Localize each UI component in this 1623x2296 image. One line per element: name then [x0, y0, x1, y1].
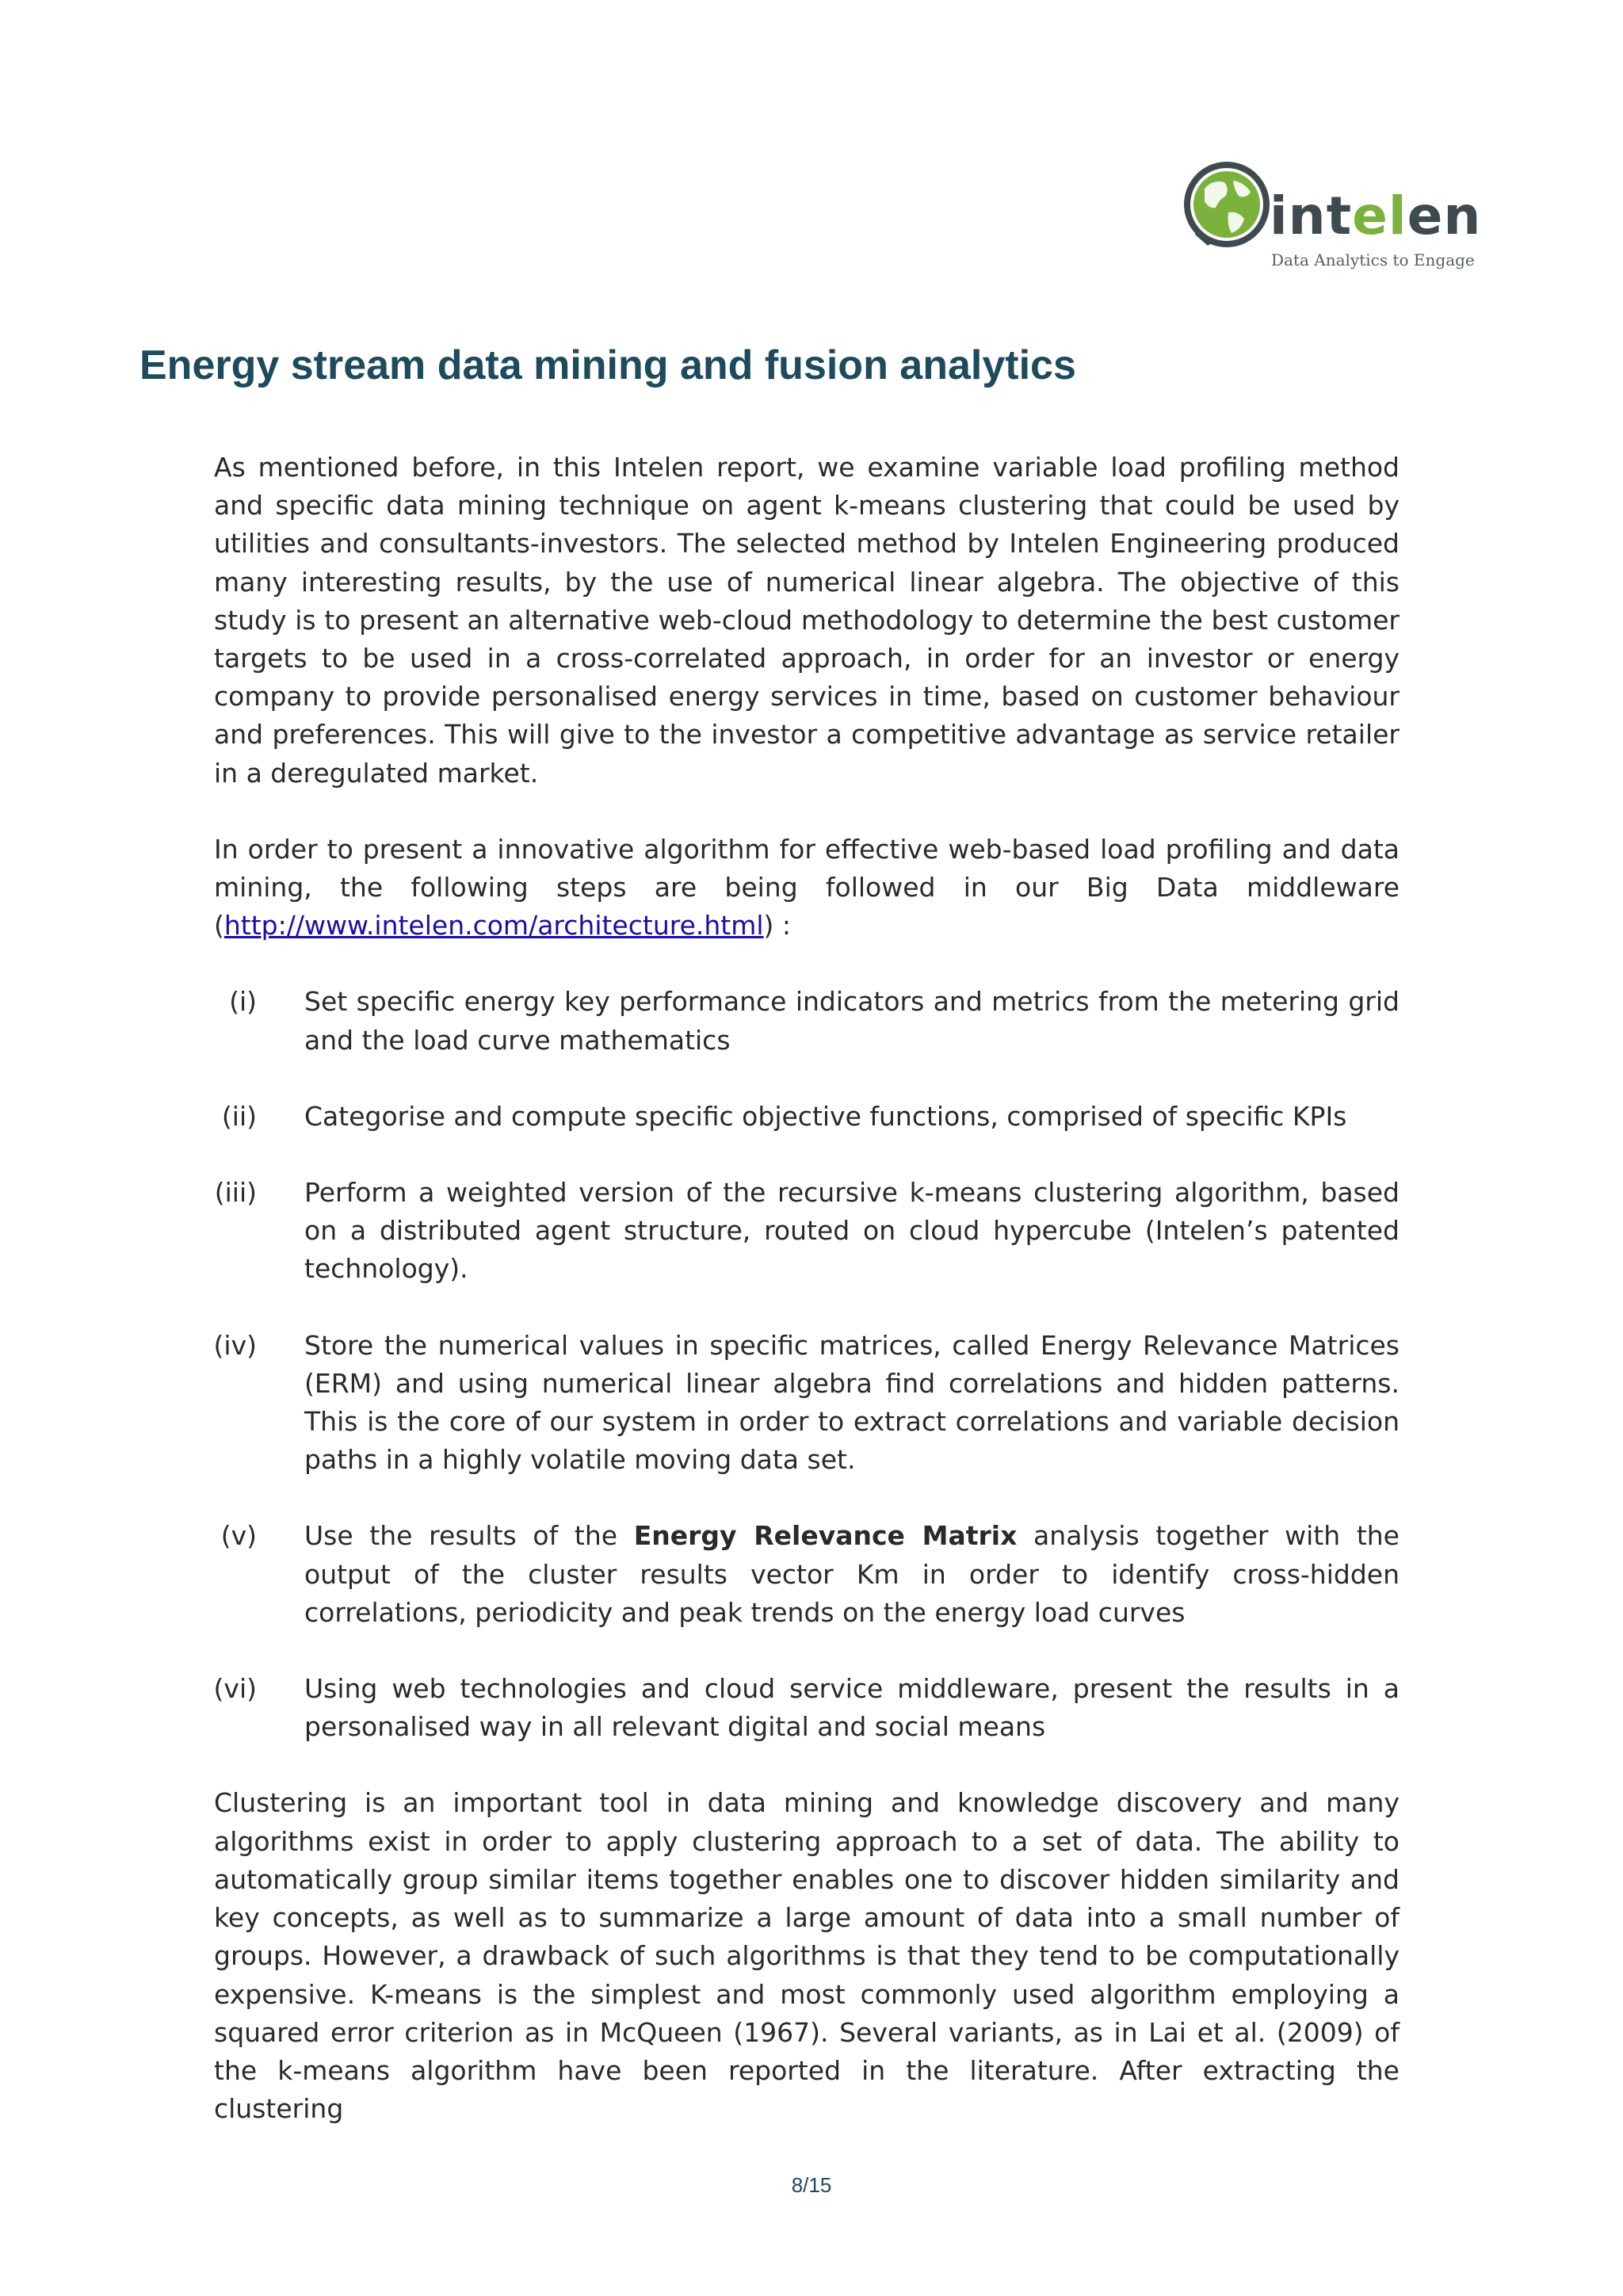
architecture-link[interactable]: http://www.intelen.com/architecture.html: [223, 910, 764, 942]
list-item: [214, 1327, 1400, 1480]
step-text: Perform a weighted version of the recursive k-means clustering algorithm, based on a distributed agent structure, routed on cloud hypercube (Intelen’s patented technology).: [304, 1177, 1400, 1285]
logo-wordmark: intelen: [1270, 185, 1482, 246]
step-number: (i): [229, 986, 257, 1018]
globe-icon: [1181, 157, 1276, 260]
step-number: (iii): [214, 1177, 257, 1209]
list-item: [214, 1174, 1400, 1289]
step-text: Set specific energy key performance indicators and metrics from the metering grid and the load curve mathematics: [304, 986, 1400, 1056]
list-item: [214, 1098, 1400, 1136]
step-text: Use the results of the Energy Relevance Matrix analysis together with the output of the cluster results vector Km in order to identify cross-hidden correlations, periodicity and peak trends on the energy load curves: [304, 1520, 1400, 1628]
paragraph-intro: As mentioned before, in this Intelen report, we examine variable load profiling method and specific data mining technique on agent k-means clustering that could be used by utilities and consultants-investors. The selected method by Intelen Engineering produced many interesting results, by the use of numerical linear algebra. The objective of this study is to present an alternative web-cloud methodology to determine the best customer targets to be used in a cross-correlated approach, in order for an investor or energy company to provide personalised energy services in time, based on customer behaviour and preferences. This will give to the investor a competitive advantage as service retailer in a deregulated market.: [214, 452, 1400, 789]
step-number: (v): [220, 1520, 257, 1552]
paragraph-clustering: Clustering is an important tool in data mining and knowledge discovery and many algorithms exist in order to apply clustering approach to a set of data. The ability to automatically group similar items together enables one to discover hidden similarity and key concepts, as well as to summarize a large amount of data into a small number of groups. However, a drawback of such algorithms is that they tend to be computationally expensive. K-means is the simplest and most commonly used algorithm employing a squared error criterion as in McQueen (1967). Several variants, as in Lai et al. (2009) of the k-means algorithm have been reported in the literature. After extracting the clustering: [214, 1787, 1400, 2125]
list-item: [214, 983, 1400, 1059]
step-text: Store the numerical values in specific matrices, called Energy Relevance Matrices (ERM) and using numerical linear algebra find correlations and hidden patterns. This is the core of our system in order to extract correlations and variable decision paths in a highly volatile moving data set.: [304, 1329, 1400, 1476]
page-title: Energy stream data mining and fusion analytics: [139, 342, 1076, 388]
list-item: [214, 1670, 1400, 1746]
steps-list: [214, 983, 1400, 1746]
paragraph-steps-intro: In order to present a innovative algorithm for effective web-based load profiling and data mining, the following steps are being followed in our Big Data middleware (http://www.intelen.com/architecture.html) :: [214, 833, 1400, 942]
step-number: (vi): [213, 1673, 257, 1705]
step-text: Categorise and compute specific objective functions, comprised of specific KPIs: [304, 1100, 1347, 1132]
intelen-logo: [1181, 157, 1490, 276]
page-number: 8/15: [791, 2173, 832, 2197]
step-text: Using web technologies and cloud service middleware, present the results in a personalised way in all relevant digital and social means: [304, 1673, 1400, 1743]
bold-term: Energy Relevance Matrix: [633, 1520, 1018, 1552]
logo-tagline: Data Analytics to Engage: [1271, 250, 1475, 269]
step-number: (iv): [213, 1329, 257, 1361]
body-text: [214, 449, 1400, 2128]
list-item: [214, 1517, 1400, 1632]
step-number: (ii): [221, 1100, 257, 1132]
